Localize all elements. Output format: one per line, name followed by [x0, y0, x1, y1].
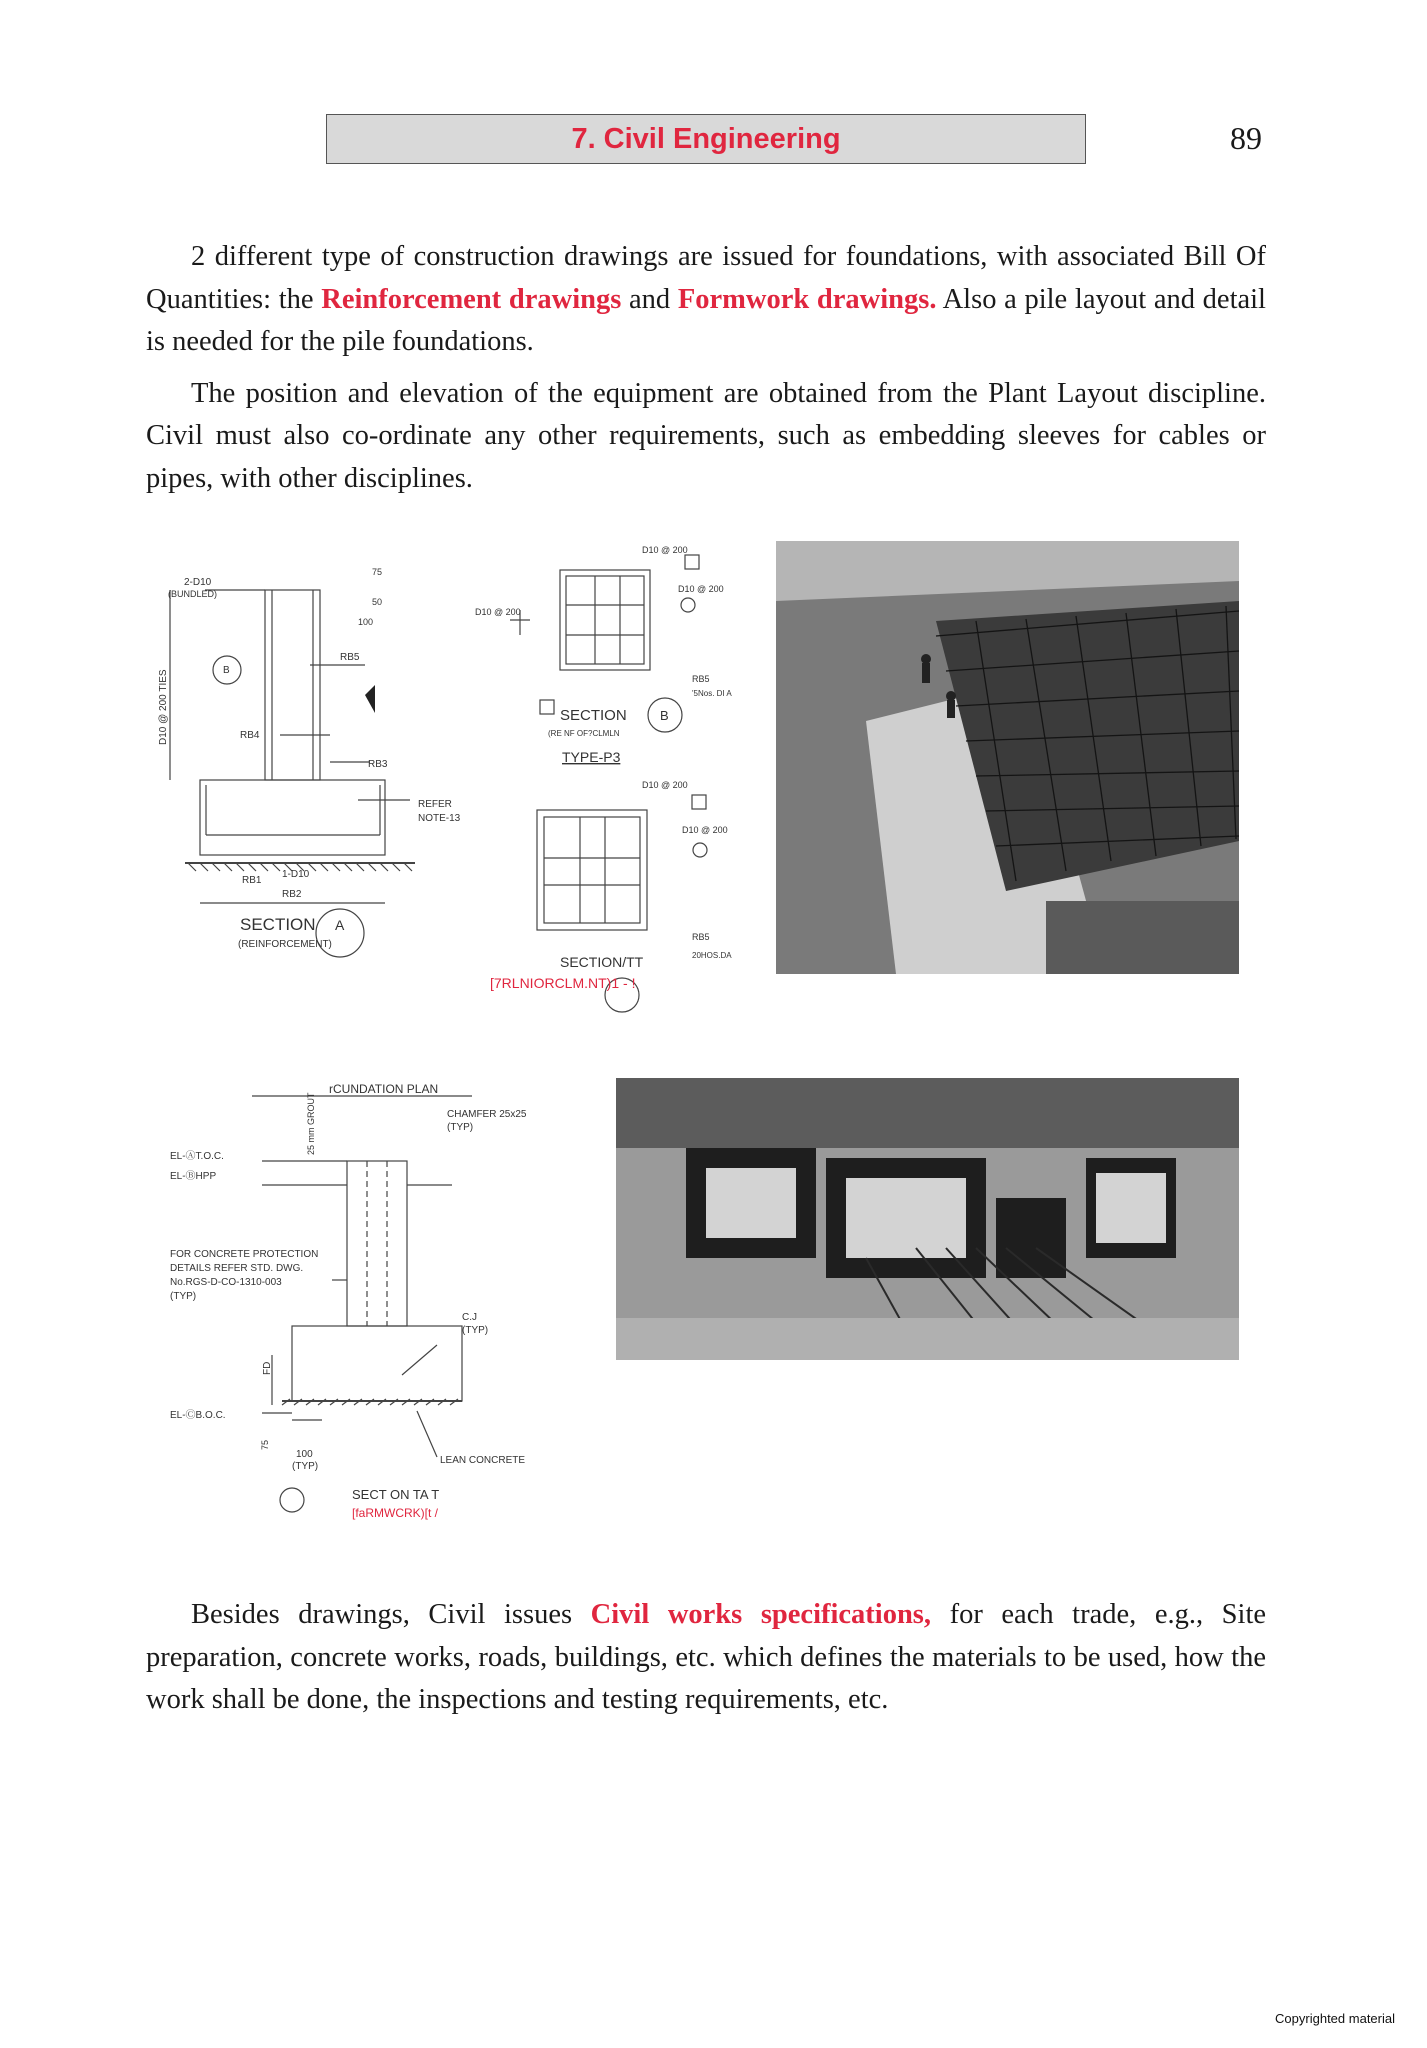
section-a-title: SECTION — [240, 915, 316, 934]
label-bundled: (BUNDLED) — [168, 589, 218, 599]
label-note-13: NOTE-13 — [418, 813, 461, 824]
protection-note-1: FOR CONCRETE PROTECTION — [170, 1249, 319, 1260]
type-p3-label: TYPE-P3 — [562, 749, 621, 765]
chapter-title: 7. Civil Engineering — [571, 122, 841, 155]
label-1-d10: 1-D10 — [282, 869, 310, 880]
b-nos: '5Nos. DI A — [692, 689, 732, 698]
paragraph-3 — [146, 1594, 1266, 1722]
label-rb5: RB5 — [340, 652, 360, 663]
section-b-subtitle: (RE NF OF?CLMLN — [548, 729, 620, 738]
protection-note-2: DETAILS REFER STD. DWG. — [170, 1263, 304, 1274]
para3-text-1: Besides drawings, Civil issues — [191, 1599, 591, 1630]
photo-formwork-construction — [616, 1078, 1239, 1360]
copyright-footer: Copyrighted material — [1275, 2011, 1395, 2026]
reinforcement-section-a-drawing — [160, 545, 490, 975]
fd-label: FD — [262, 1361, 273, 1375]
lean-concrete-label: LEAN CONCRETE — [440, 1455, 526, 1466]
dim-100-c: 100 — [296, 1449, 313, 1460]
label-ties: D10 @ 200 TIES — [158, 669, 169, 745]
highlight-formwork-drawings: Formwork drawings. — [677, 283, 937, 315]
label-rb3: RB3 — [368, 759, 388, 770]
foundation-plan-title: rCUNDATION PLAN — [329, 1082, 439, 1096]
dim-75-c: 75 — [260, 1439, 270, 1450]
paragraph-2: The position and elevation of the equipment are obtained from the Plant Layout discipline. Civil must also co-ordinate any other requirements, such as embedding sleeves for cables or pipes, with other disciplines. — [146, 377, 1266, 494]
el-b-label: EL-ⒷHPP — [170, 1171, 217, 1182]
para1-text-3: Also a pile layout and detail is needed for the pile foundations. — [146, 283, 1266, 357]
photo-reinforcement-cage — [776, 541, 1239, 974]
section-formwork-subtitle: [faRMWCRK)[t / — [352, 1506, 438, 1520]
body-text-top — [146, 236, 1266, 500]
section-b-marker: B — [660, 708, 669, 723]
cj-typ: (TYP) — [462, 1325, 489, 1336]
grout-label: 25 mm GROUT — [306, 1092, 316, 1155]
el-c-label: EL-ⒸB.O.C. — [170, 1410, 226, 1421]
b-d10-right: D10 @ 200 — [678, 584, 724, 594]
el-a-label: EL-ⒶT.O.C. — [170, 1151, 224, 1162]
section-tt-subtitle: [7RLNIORCLM.NT)1 - ! — [490, 975, 636, 991]
dim-100: 100 — [358, 617, 374, 627]
dim-75: 75 — [372, 567, 383, 577]
tt-rb5: RB5 — [692, 932, 710, 942]
tt-d10-right: D10 @ 200 — [682, 825, 728, 835]
b-d10-left: D10 @ 200 — [475, 607, 521, 617]
dim-50: 50 — [372, 597, 383, 607]
cj-label: C.J — [462, 1312, 477, 1323]
para3-text-2: for each trade, e.g., Site preparation, concrete works, roads, buildings, etc. which defines the materials to be used, how the work shall be done, the inspections and testing requirements, etc. — [146, 1599, 1267, 1715]
label-rb1: RB1 — [242, 875, 262, 886]
formwork-section-drawing — [162, 1075, 552, 1535]
label-rb4: RB4 — [240, 730, 260, 741]
label-refer: REFER — [418, 799, 452, 810]
b-rb5: RB5 — [692, 674, 710, 684]
chamfer-label: CHAMFER 25x25 — [447, 1109, 527, 1120]
column-section-drawings — [470, 540, 750, 1010]
section-a-subtitle: (REINFORCEMENT) — [238, 939, 332, 950]
para1-text-1: 2 different type of construction drawings are issued for foundations, with associated Bill Of Quantities: the — [146, 241, 1266, 315]
highlight-civil-works-specifications: Civil works specifications, — [590, 1599, 932, 1630]
tt-d10-top: D10 @ 200 — [642, 780, 688, 790]
highlight-reinforcement-drawings: Reinforcement drawings — [321, 283, 622, 315]
chamfer-typ: (TYP) — [447, 1122, 474, 1133]
b-d10-top: D10 @ 200 — [642, 545, 688, 555]
chapter-header — [326, 114, 1086, 164]
tt-nos: 20HOS.DA — [692, 951, 732, 960]
para1-text-2: and — [621, 283, 678, 315]
section-a-marker: A — [335, 917, 345, 933]
label-rb2: RB2 — [282, 889, 302, 900]
section-b-marker-ref: B — [223, 665, 230, 676]
protection-note-4: (TYP) — [170, 1291, 197, 1302]
section-tt-title: SECTION/TT — [560, 954, 644, 970]
section-formwork-title: SECT ON TA T — [352, 1487, 440, 1502]
body-text-bottom — [146, 1594, 1266, 1722]
label-2-d10: 2-D10 — [184, 577, 212, 588]
dim-100-typ: (TYP) — [292, 1461, 319, 1472]
section-b-title: SECTION — [560, 707, 627, 724]
paragraph-1 — [146, 236, 1266, 364]
protection-note-3: No.RGS-D-CO-1310-003 — [170, 1277, 282, 1288]
page-number: 89 — [1230, 120, 1262, 156]
